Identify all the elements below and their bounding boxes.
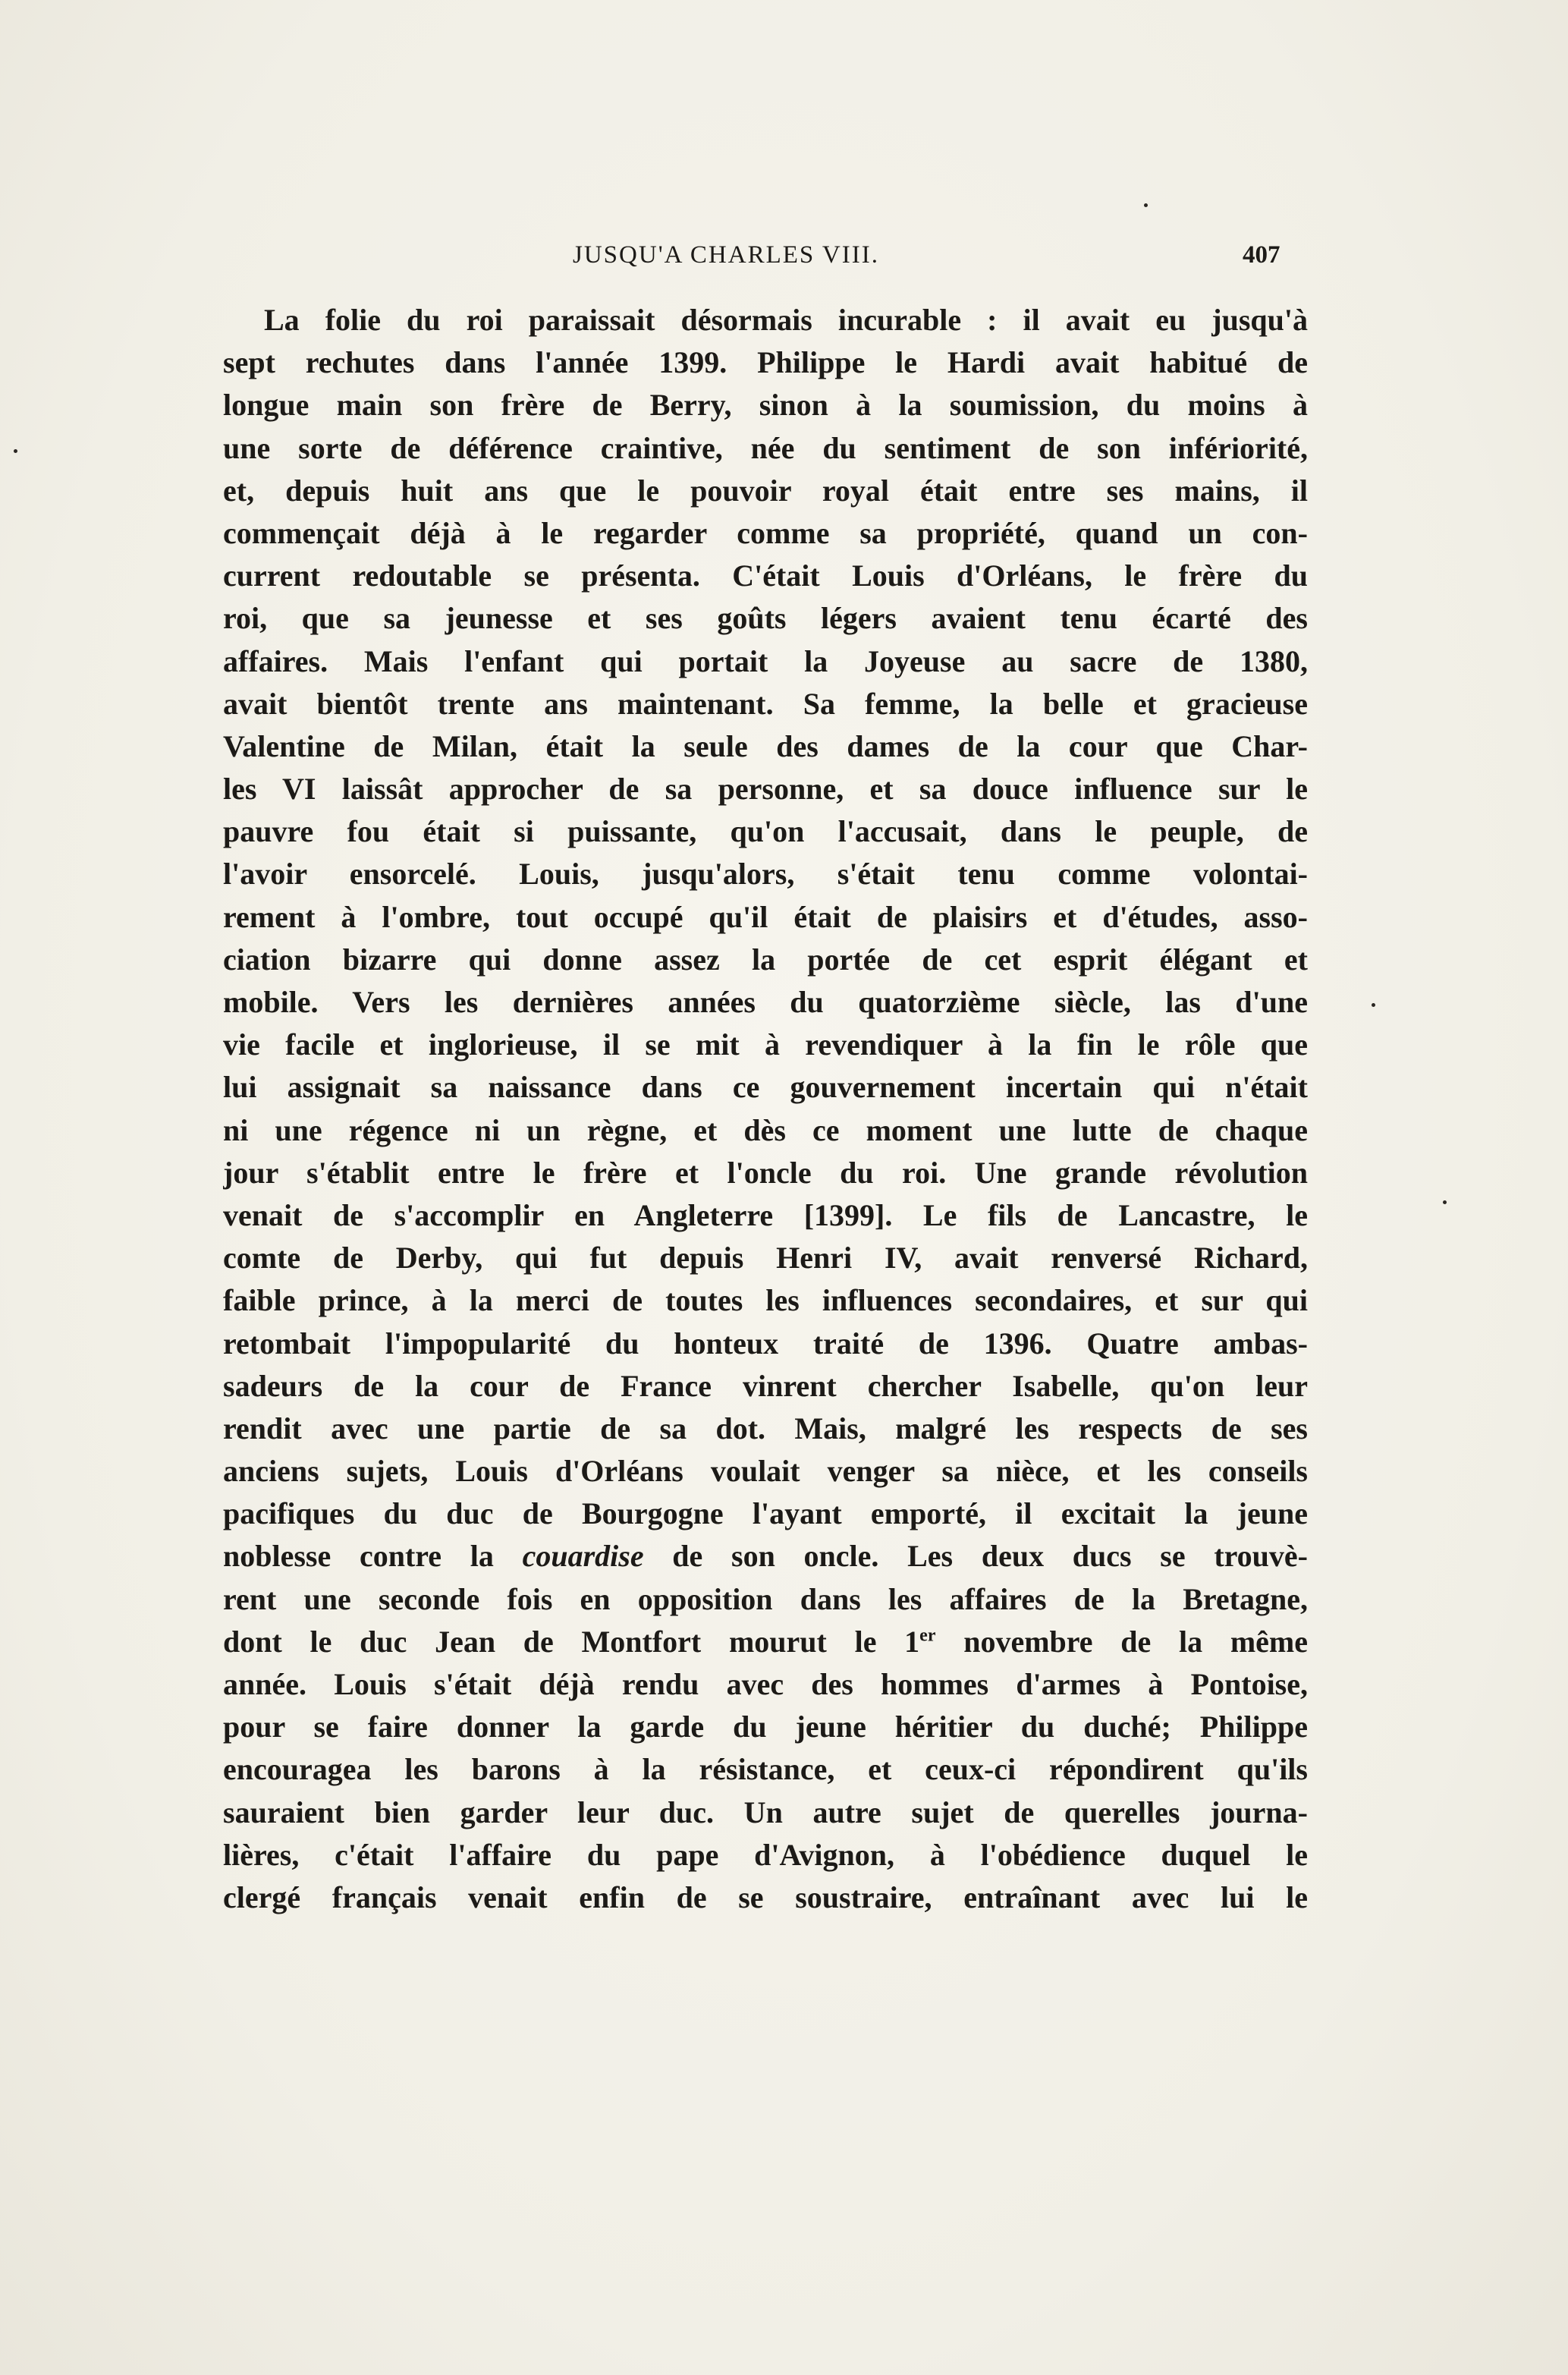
text-line: mobile. Vers les dernières années du quatorzième siècle, las d'une — [223, 985, 1308, 1019]
text-line: les VI laissât approcher de sa personne, et sa douce influence sur le — [223, 772, 1308, 807]
text-line: encouragea les barons à la résistance, et ceux-ci répondirent qu'ils — [223, 1752, 1308, 1787]
text-line: comte de Derby, qui fut depuis Henri IV, avait renversé Richard, — [223, 1241, 1308, 1276]
text-line: retombait l'impopularité du honteux traité de 1396. Quatre ambas- — [223, 1326, 1308, 1361]
text-line: Valentine de Milan, était la seule des dames de la cour que Char- — [223, 728, 1308, 763]
text-line: l'avoir ensorcelé. Louis, jusqu'alors, s'était tenu comme volontai- — [223, 857, 1308, 892]
text-line: sept rechutes dans l'année 1399. Philippe le Hardi avait habitué de — [223, 345, 1308, 380]
text-line: sauraient bien garder leur duc. Un autre sujet de querelles journa- — [223, 1795, 1308, 1829]
ink-speck — [1372, 1003, 1375, 1007]
text-line: pauvre fou était si puissante, qu'on l'accusait, dans le peuple, de — [223, 814, 1308, 849]
ordinal-superscript: er — [919, 1625, 936, 1646]
text-line: rent une seconde fois en opposition dans les affaires de la Bretagne, — [223, 1581, 1308, 1616]
text-line: anciens sujets, Louis d'Orléans voulait venger sa nièce, et les conseils — [223, 1454, 1308, 1489]
text-line: pour se faire donner la garde du jeune héritier du duché; Philippe — [223, 1710, 1308, 1744]
text-line: sadeurs de la cour de France vinrent chercher Isabelle, qu'on leur — [223, 1368, 1308, 1403]
ink-speck — [1443, 1200, 1447, 1204]
text-line: lui assignait sa naissance dans ce gouvernement incertain qui n'était — [223, 1070, 1308, 1105]
text-line: une sorte de déférence craintive, née du sentiment de son infériorité, — [223, 430, 1308, 465]
text-line: ciation bizarre qui donne assez la portée de cet esprit élégant et — [223, 942, 1308, 977]
ink-speck — [14, 449, 17, 453]
text-line: La folie du roi paraissait désormais incurable : il avait eu jusqu'à — [264, 303, 1308, 337]
text-line: noblesse contre la couardise de son oncle. Les deux ducs se trouvè- — [223, 1539, 1308, 1574]
text-line: affaires. Mais l'enfant qui portait la Joyeuse au sacre de 1380, — [223, 643, 1308, 678]
text-line: lières, c'était l'affaire du pape d'Avignon, à l'obédience duquel le — [223, 1837, 1308, 1872]
text-line: roi, que sa jeunesse et ses goûts légers avaient tenu écarté des — [223, 601, 1308, 636]
body-paragraph — [223, 299, 1308, 1919]
text-line: avait bientôt trente ans maintenant. Sa femme, la belle et gracieuse — [223, 686, 1308, 721]
text-line: rement à l'ombre, tout occupé qu'il était de plaisirs et d'études, asso- — [223, 899, 1308, 934]
text-line: faible prince, à la merci de toutes les influences secondaires, et sur qui — [223, 1283, 1308, 1318]
text-line: clergé français venait enfin de se soustraire, entraînant avec lui le — [223, 1880, 1308, 1914]
text-line: rendit avec une partie de sa dot. Mais, malgré les respects de ses — [223, 1411, 1308, 1445]
text-line: pacifiques du duc de Bourgogne l'ayant emporté, il excitait la jeune — [223, 1496, 1308, 1531]
text-line: commençait déjà à le regarder comme sa propriété, quand un con- — [223, 515, 1308, 550]
text-line: vie facile et inglorieuse, il se mit à revendiquer à la fin le rôle que — [223, 1027, 1308, 1062]
text-line: jour s'établit entre le frère et l'oncle du roi. Une grande révolution — [223, 1155, 1308, 1190]
italic-word: couardise — [522, 1539, 644, 1574]
text-line: longue main son frère de Berry, sinon à la soumission, du moins à — [223, 388, 1308, 423]
text-line: année. Louis s'était déjà rendu avec des hommes d'armes à Pontoise, — [223, 1667, 1308, 1701]
text-line: venait de s'accomplir en Angleterre [1399]. Le fils de Lancastre, le — [223, 1197, 1308, 1232]
text-line: et, depuis huit ans que le pouvoir royal était entre ses mains, il — [223, 473, 1308, 508]
text-line: ni une régence ni un règne, et dès ce moment une lutte de chaque — [223, 1112, 1308, 1147]
text-line: current redoutable se présenta. C'était Louis d'Orléans, le frère du — [223, 558, 1308, 593]
ink-speck — [1144, 203, 1148, 207]
text-line: dont le duc Jean de Montfort mourut le 1er novembre de la même — [223, 1624, 1308, 1659]
running-title: JUSQU'A CHARLES VIII. — [573, 241, 879, 269]
page-number: 407 — [1243, 241, 1280, 269]
